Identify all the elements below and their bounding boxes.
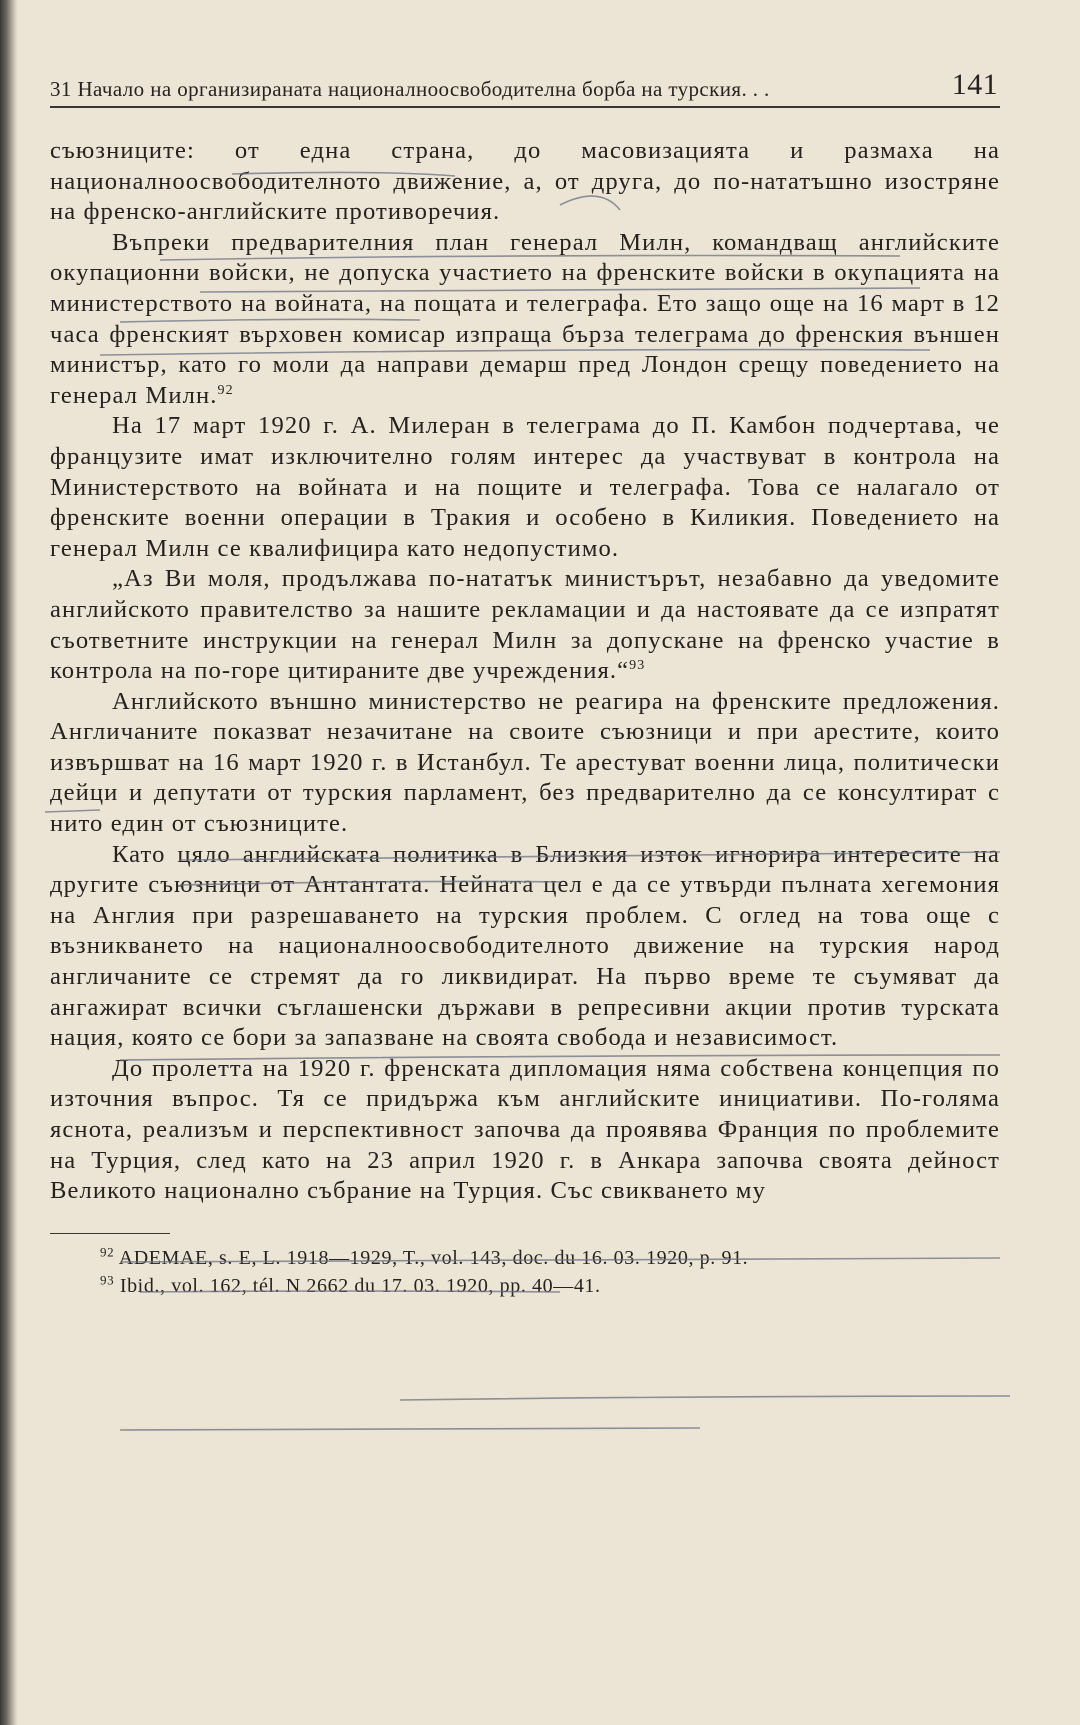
page-number: 141	[951, 68, 998, 101]
paragraph-2-text: Въпреки предварителния план генерал Милн, командващ английските окупационни войски, не допуска участието на френските войски в окупацията на министерството на войната, на пощата и телеграфа. Ето защо още на 16 март в 12 часа френският върховен комисар изпраща бърза телеграма до френския външен министър, като го моли да направи демарш пред Лондон срещу поведението на генерал Милн.	[50, 228, 1000, 409]
footnote-text: Ibid., vol. 162, tél. N 2662 du 17. 03. 1920, pp. 40—41.	[119, 1274, 601, 1297]
pencil-mark	[400, 1396, 1010, 1400]
footnote-ref-93: 93	[629, 657, 646, 673]
paragraph-2	[50, 228, 1000, 412]
book-page	[50, 60, 1000, 1300]
paragraph-4-text: „Аз Ви моля, продължава по-нататък министърът, незабавно да уведомите английското правителство за нашите рекламации и да настоявате да се изпратят съответните инструкции на генерал Милн за допускане на френско участие в контрола на по-горе цитираните две учреждения.“	[50, 565, 1000, 685]
footnote-92	[100, 1244, 1000, 1272]
paragraph-3: На 17 март 1920 г. А. Милеран в телеграма до П. Камбон подчертава, че французите имат изключително голям интерес да участвуват в контрола на Министерството на войната и на пощите и телеграфа. Това се налагало от френските военни операции в Тракия и особено в Киликия. Поведението на генерал Милн се квалифицира като недопустимо.	[50, 412, 1000, 562]
footnote-text: ADEMAE, s. E, L. 1918—1929, T., vol. 143, doc. du 16. 03. 1920, p. 91.	[118, 1246, 749, 1269]
running-title: 31 Начало на организираната националноосвободителна борба на турския. . .	[50, 77, 770, 101]
paragraph-7: До пролетта на 1920 г. френската дипломация няма собствена концепция по източния въпрос. Тя се придържа към английските инициативи. По-голяма яснота, реализъм и перспективност започва да проявява Франция по проблемите на Турция, след като на 23 април 1920 г. в Анкара започва своята дейност Великото национално събрание на Турция. Със свикването му	[50, 1054, 1000, 1205]
paragraph-6: Като цяло английската политика в Близкия изток игнорира интересите на другите съюзници от Антантата. Нейната цел е да се утвърди пълната хегемония на Англия при разрешаването на турския проблем. С оглед на това още с възникването на националноосвободителното движение на турския народ англичаните се стремят да го ликвидират. На първо време те съумяват да ангажират всички съглашенски държави в репресивни акции против турската нация, която се бори за запазване на своята свобода и независимост.	[50, 840, 1000, 1052]
paragraph-4	[50, 564, 1000, 686]
footnote-separator	[50, 1233, 170, 1234]
footnote-ref-92: 92	[217, 382, 234, 398]
book-spine-shadow	[0, 0, 18, 1725]
paragraph-5: Английското външно министерство не реагира на френските предложения. Англичаните показват незачитане на своите съюзници и при арестите, които извършват на 16 март 1920 г. в Истанбул. Те арестуват военни лица, политически дейци и депутати от турския парламент, без предварително да се консултират с нито един от съюзниците.	[50, 687, 1000, 838]
footnote-number: 93	[100, 1272, 115, 1288]
footnote-number: 92	[100, 1244, 115, 1260]
running-header	[50, 60, 1000, 108]
paragraph-1: съюзниците: от една страна, до масовизацията и размаха на националноосвободителното движение, а, от друга, до по-нататъшно изостряне на френско-английските противоречия.	[50, 137, 1000, 226]
pencil-mark	[120, 1428, 700, 1430]
footnote-93	[100, 1272, 1000, 1300]
body-text	[50, 136, 1000, 1207]
footnotes	[50, 1244, 1000, 1300]
